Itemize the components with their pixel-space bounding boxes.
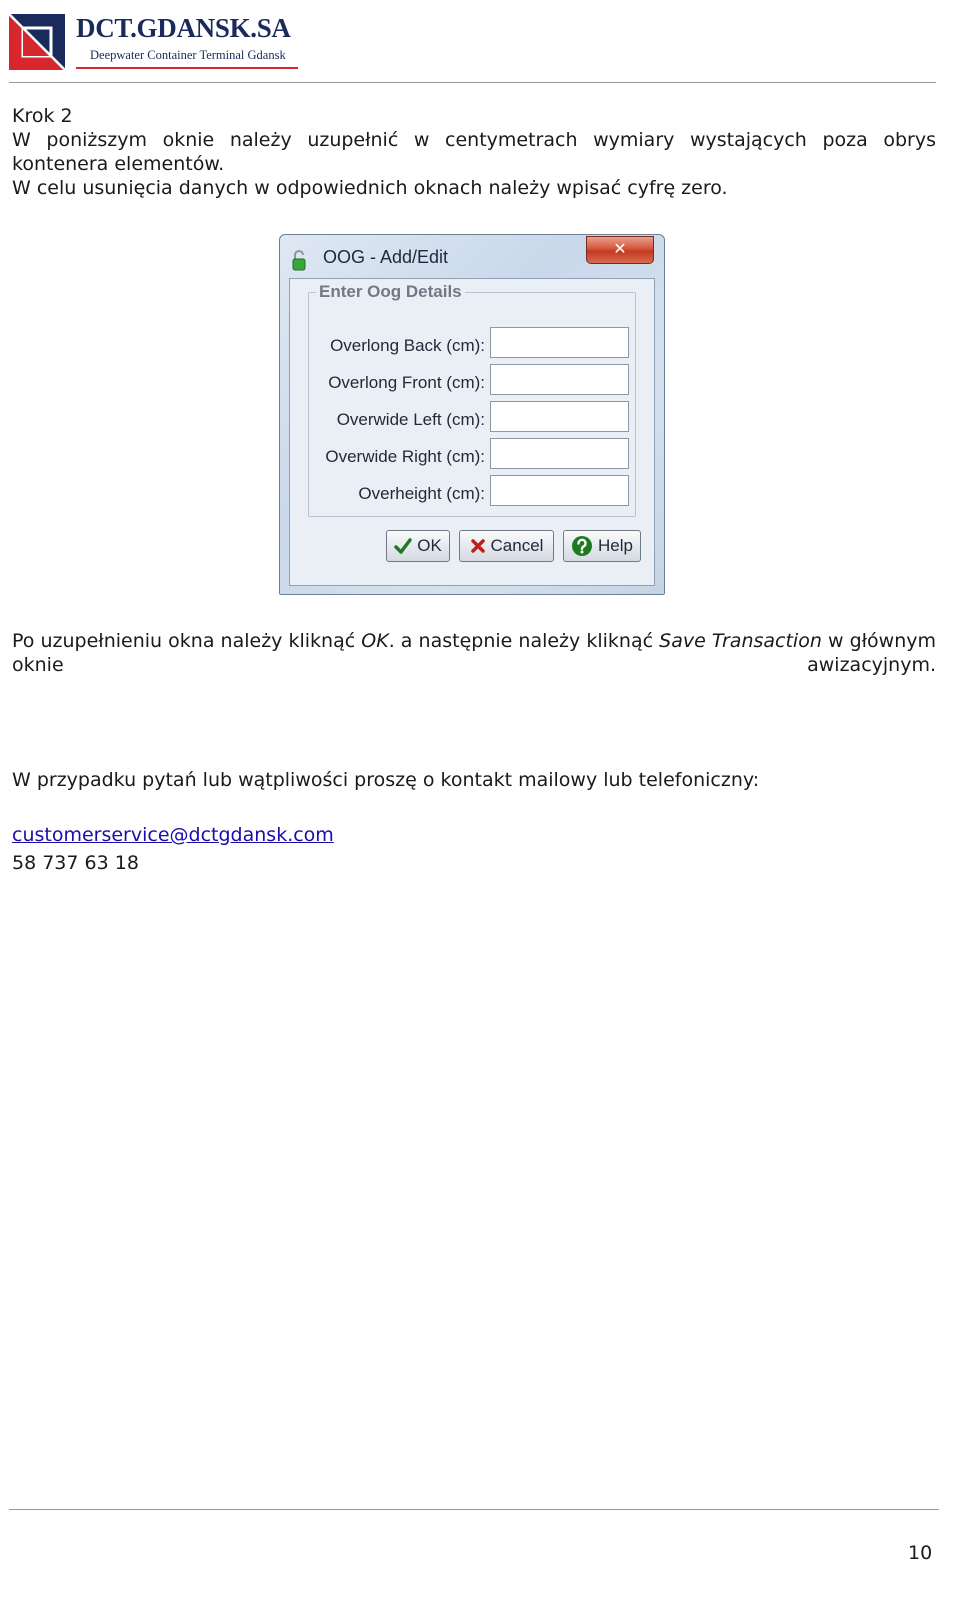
intro-line: W poniższym oknie należy uzupełnić w centymetrach wymiary wystających poza obrys xyxy=(12,129,936,151)
overwide-left-label: Overwide Left (cm): xyxy=(336,410,485,429)
overwide-left-input[interactable] xyxy=(490,401,629,432)
oog-dialog xyxy=(279,234,665,595)
dialog-title: OOG - Add/Edit xyxy=(323,247,449,267)
header-divider xyxy=(9,82,936,83)
overlong-back-input[interactable] xyxy=(490,327,629,358)
company-subtitle: Deepwater Container Terminal Gdansk xyxy=(90,48,286,62)
overheight-label: Overheight (cm): xyxy=(358,484,485,503)
page-number: 10 xyxy=(908,1542,933,1564)
group-label: Enter Oog Details xyxy=(316,282,465,302)
overlong-front-label: Overlong Front (cm): xyxy=(328,373,485,392)
instruction-text: . a następnie należy kliknąć xyxy=(388,630,660,652)
overlong-back-label: Overlong Back (cm): xyxy=(330,336,485,355)
oog-details-group xyxy=(308,282,636,517)
save-transaction-reference: Save Transaction xyxy=(659,630,822,652)
overwide-right-label: Overwide Right (cm): xyxy=(325,447,485,466)
intro-paragraph xyxy=(12,104,936,200)
instruction-paragraph xyxy=(12,629,936,677)
lock-icon xyxy=(291,249,307,271)
help-button[interactable] xyxy=(563,530,641,562)
cancel-button[interactable] xyxy=(459,530,554,562)
ok-button-label: OK xyxy=(417,536,442,555)
check-icon xyxy=(394,538,412,554)
ok-button[interactable] xyxy=(386,530,450,562)
instruction-text: w głównym oknie awizacyjnym. xyxy=(12,630,936,676)
cross-icon xyxy=(470,538,486,554)
help-button-label: Help xyxy=(598,536,633,555)
ok-reference: OK xyxy=(361,630,389,652)
contact-text: W przypadku pytań lub wątpliwości proszę o kontakt mailowy lub telefoniczny: xyxy=(12,769,760,791)
overlong-front-input[interactable] xyxy=(490,364,629,395)
company-name: DCT.GDANSK.SA xyxy=(76,13,291,43)
overwide-right-input[interactable] xyxy=(490,438,629,469)
footer-divider xyxy=(9,1509,939,1510)
logo-underline xyxy=(76,67,298,69)
intro-line: kontenera elementów. xyxy=(12,153,225,175)
phone-number: 58 737 63 18 xyxy=(12,852,139,874)
dialog-body xyxy=(289,278,655,586)
step-title: Krok 2 xyxy=(12,105,73,127)
email-link[interactable]: customerservice@dctgdansk.com xyxy=(12,824,334,846)
close-button[interactable] xyxy=(586,236,654,264)
cancel-button-label: Cancel xyxy=(490,536,544,555)
intro-line: W celu usunięcia danych w odpowiednich oknach należy wpisać cyfrę zero. xyxy=(12,177,728,199)
company-logo-icon xyxy=(9,14,65,70)
overheight-input[interactable] xyxy=(490,475,629,506)
help-icon xyxy=(571,535,593,557)
instruction-text: Po uzupełnieniu okna należy kliknąć xyxy=(12,630,362,652)
close-icon: ✕ xyxy=(613,239,627,258)
